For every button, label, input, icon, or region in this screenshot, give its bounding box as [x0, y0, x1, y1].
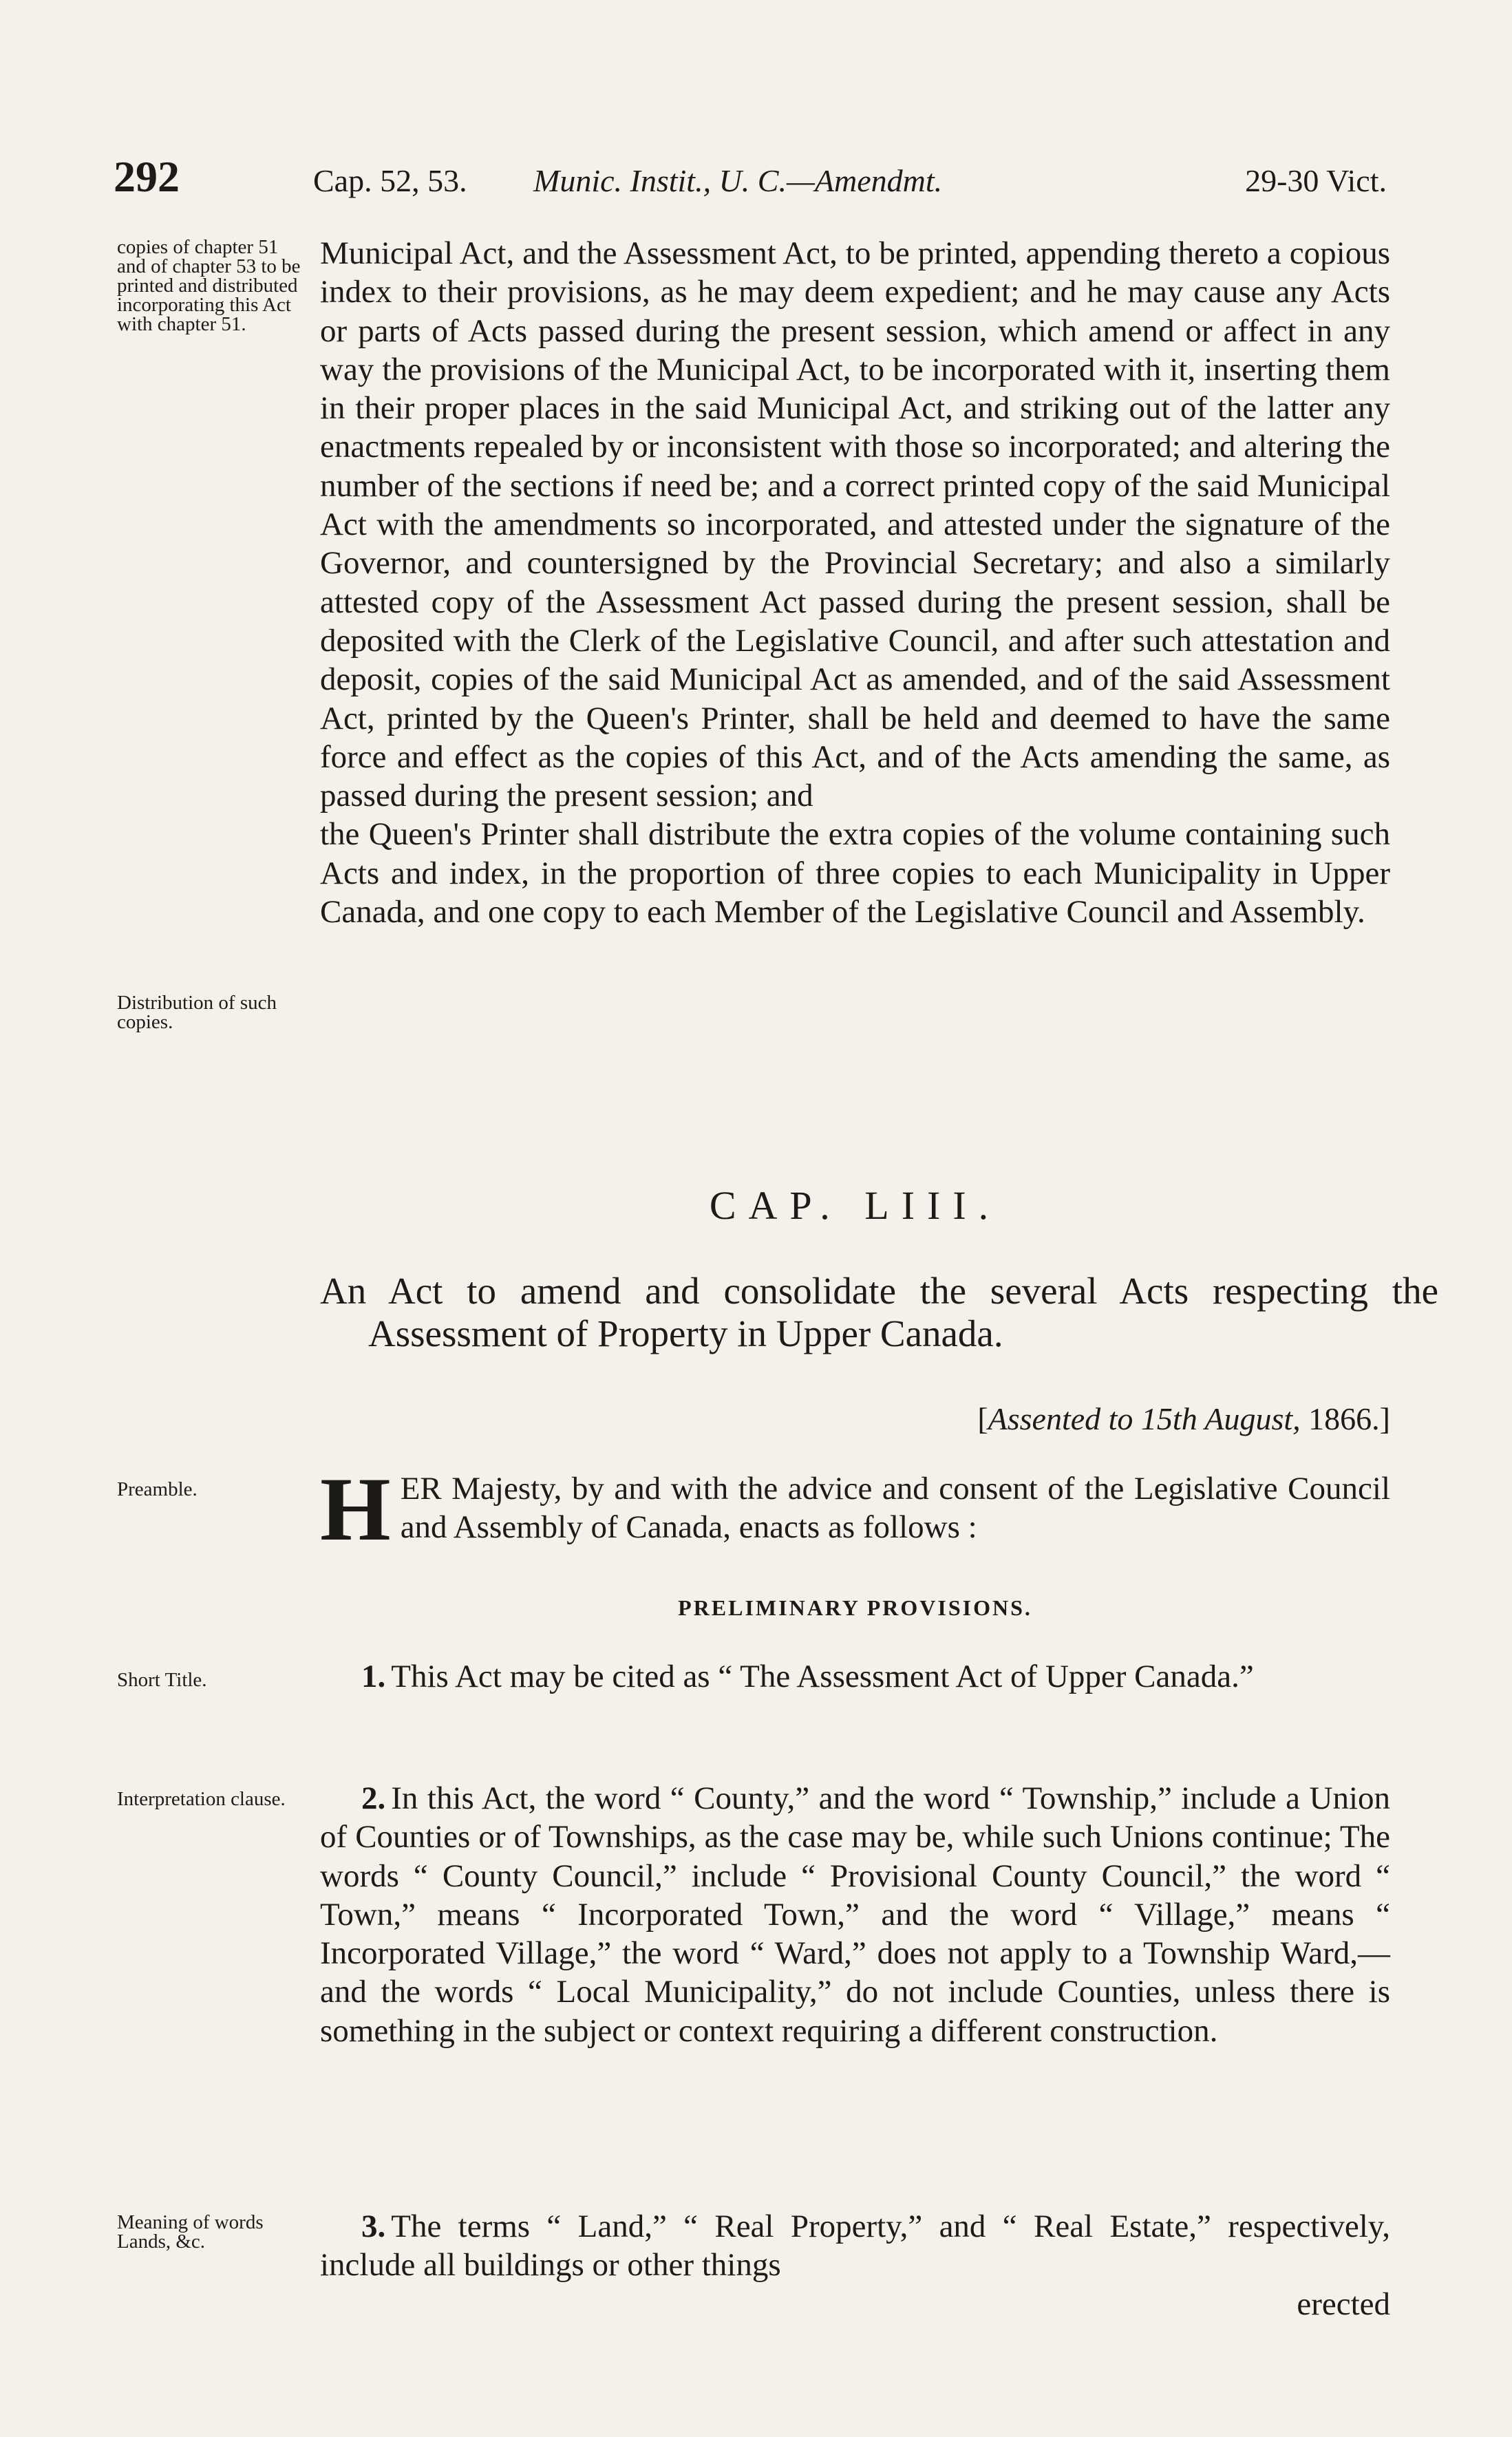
assent-year: 1866.]: [1300, 1401, 1390, 1436]
cap52-continuation: [320, 234, 1390, 931]
section-3: [320, 2207, 1390, 2323]
running-header: [114, 151, 1387, 206]
cap52-paragraph-1: Municipal Act, and the Assessment Act, to be printed, appending thereto a copious index to their provisions, as he may deem expedient; and he may cause any Acts or parts of Acts passed during the present session, which amend or affect in any way the provisions of the Municipal Act, to be incorporated with it, inserting them in their proper places in the said Municipal Act, and striking out of the latter any enactments repealed by or inconsistent with those so incorporated; and altering the number of the sections if need be; and a correct printed copy of the said Municipal Act with the amendments so incorporated, and attested under the signature of the Governor, and countersigned by the Provincial Secretary; and also a similarly attested copy of the Assessment Act passed during the present session, shall be deposited with the Clerk of the Legislative Council, and after such attestation and deposit, copies of the said Municipal Act as amended, and of the said Assessment Act, printed by the Queen's Printer, shall be held and deemed to have the same force and effect as the copies of this Act, and of the Acts amending the same, as passed during the present session; and: [320, 235, 1390, 814]
section-2-number: 2.: [361, 1780, 386, 1816]
section-1: [320, 1657, 1390, 1696]
section-1-text: This Act may be cited as “ The Assessment Act of Upper Canada.”: [391, 1659, 1254, 1694]
regnal-year: 29-30 Vict.: [1245, 163, 1387, 198]
margin-note-interpretation: Interpretation clause.: [117, 1788, 286, 1810]
chapter-numbers: Cap. 52, 53.: [313, 163, 467, 198]
drop-capital: H: [320, 1458, 391, 1560]
assent-date: Assented to 15th August,: [988, 1401, 1301, 1436]
margin-note-copies: copies of chapter 51 and of chapter 53 to be printed and distributed incorporating this Act with chapter 51.: [117, 236, 301, 335]
chapter-heading: CAP. LIII.: [709, 1183, 1001, 1228]
catchword: erected: [1297, 2286, 1390, 2322]
running-title: Munic. Instit., U. C.—Amendmt.: [533, 163, 943, 198]
cap52-paragraph-2: the Queen's Printer shall distribute the extra copies of the volume containing such Acts and index, in the proportion of three copies to each Municipality in Upper Canada, and one copy to each Member of the Legislative Council and Assembly.: [320, 816, 1390, 930]
page-number: 292: [114, 152, 180, 201]
section-3-number: 3.: [361, 2209, 386, 2244]
section-2: [320, 1779, 1390, 2050]
assent-line: [320, 1401, 1390, 1437]
act-long-title: An Act to amend and consolidate the several Acts respecting the Assessment of Property in Upper Canada.: [320, 1270, 1438, 1354]
section-subheading: PRELIMINARY PROVISIONS.: [678, 1595, 1032, 1620]
assent-prefix: [: [977, 1401, 988, 1436]
section-2-text: In this Act, the word “ County,” and the word “ Township,” include a Union of Counties or of Townships, as the case may be, while such Unions continue; The words “ County Council,” include “ Provisional County Council,” the word “ Town,” means “ Incorporated Town,” and the word “ Village,” means “ Incorporated Village,” the word “ Ward,” does not apply to a Township Ward,—and the words “ Local Municipality,” do not include Counties, unless there is something in the subject or context requiring a different construction.: [320, 1780, 1390, 2049]
section-3-text: The terms “ Land,” “ Real Property,” and “ Real Estate,” respectively, include all buildings or other things: [320, 2209, 1390, 2284]
margin-note-meaning: Meaning of words Lands, &c.: [117, 2211, 264, 2253]
margin-note-short-title: Short Title.: [117, 1669, 207, 1691]
margin-note-preamble: Preamble.: [117, 1478, 198, 1500]
margin-note-distribution: Distribution of such copies.: [117, 992, 277, 1033]
section-1-number: 1.: [361, 1659, 386, 1694]
preamble: [320, 1458, 1390, 1560]
preamble-text: ER Majesty, by and with the advice and consent of the Legislative Council and Assembly of Canada, enacts as follows :: [400, 1471, 1390, 1546]
